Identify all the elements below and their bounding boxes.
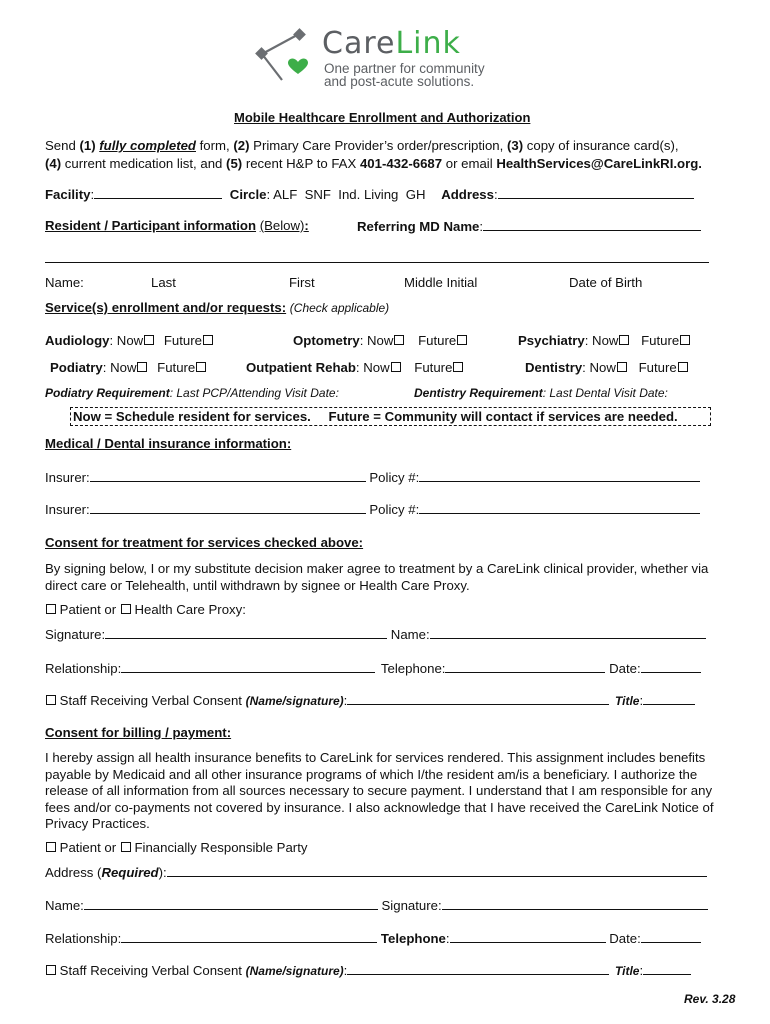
- billing-staff-title-field[interactable]: [643, 962, 691, 975]
- form-title: Mobile Healthcare Enrollment and Authorization: [234, 110, 531, 125]
- audiology-now-checkbox[interactable]: [144, 335, 154, 345]
- now-future-legend: [70, 407, 711, 426]
- referring-md-field[interactable]: [483, 218, 701, 231]
- treatment-patient-checkbox[interactable]: [46, 604, 56, 614]
- billing-text: I hereby assign all health insurance benefits to CareLink for services rendered. This assignment includes benefits payable by Medicaid and all other insurance programs of which I/the resident am/is a beneficiary. I authorize the release of all information from all sources necessary to secure payment. I understand that I am responsible for any fees and/or co-payments not covered by insurance. I also acknowledge that I have received the CareLink Notice of Privacy Practices.: [45, 750, 714, 831]
- billing-header: Consent for billing / payment:: [45, 725, 232, 740]
- policy-1-field[interactable]: [419, 469, 700, 482]
- middle-initial-label: Middle Initial: [404, 275, 478, 290]
- treatment-relationship-row: Relationship: Telephone: Date:: [45, 660, 701, 676]
- intro-line-2: (4) current medication list, and (5) recent H&P to FAX 401-432-6687 or email HealthServices@CareLinkRI.org.: [45, 156, 702, 171]
- billing-relationship-row: Relationship: Telephone: Date:: [45, 930, 701, 946]
- billing-name-field[interactable]: [84, 897, 378, 910]
- logo-tagline-1: One partner for community: [324, 61, 485, 76]
- billing-staff-field[interactable]: [347, 962, 609, 975]
- services-header: Service(s) enrollment and/or requests: (Check applicable): [45, 300, 390, 315]
- billing-party-row: Patient or Financially Responsible Party: [45, 840, 307, 855]
- insurance-header: Medical / Dental insurance information:: [45, 436, 292, 451]
- treatment-staff-title-field[interactable]: [643, 692, 695, 705]
- carelink-logo: [252, 28, 522, 92]
- service-podiatry: Podiatry: Now Future: [50, 360, 206, 375]
- facility-field[interactable]: [94, 186, 222, 199]
- dob-label: Date of Birth: [569, 275, 643, 290]
- dentistry-requirement: Dentistry Requirement: Last Dental Visit Date:: [414, 386, 668, 400]
- service-dentistry: Dentistry: Now Future: [525, 360, 688, 375]
- first-label: First: [289, 275, 315, 290]
- optometry-future-checkbox[interactable]: [457, 335, 467, 345]
- consent-treatment-header: Consent for treatment for services checked above:: [45, 535, 364, 550]
- psychiatry-now-checkbox[interactable]: [619, 335, 629, 345]
- treatment-staff-row: Staff Receiving Verbal Consent (Name/signature): Title:: [45, 692, 695, 708]
- logo-tagline-2: and post-acute solutions.: [324, 74, 475, 89]
- service-audiology: Audiology: Now Future: [45, 333, 213, 348]
- consent-treatment-text: By signing below, I or my substitute decision maker agree to treatment by a CareLink clinical provider, whether via direct care or Telehealth, until withdrawn by signee or Health Care Proxy.: [45, 561, 709, 593]
- outpatient-now-checkbox[interactable]: [391, 362, 401, 372]
- dentistry-future-checkbox[interactable]: [678, 362, 688, 372]
- resident-row: Resident / Participant information (Below):: [45, 218, 309, 233]
- facility-address-field[interactable]: [498, 186, 694, 199]
- billing-staff-checkbox[interactable]: [46, 965, 56, 975]
- treatment-telephone-field[interactable]: [445, 660, 605, 673]
- podiatry-now-checkbox[interactable]: [137, 362, 147, 372]
- legend-future: Future = Community will contact if services are needed.: [328, 409, 678, 424]
- billing-address-field[interactable]: [167, 864, 707, 877]
- revision-label: Rev. 3.28: [684, 992, 736, 1006]
- treatment-signature-row: Signature: Name:: [45, 626, 706, 642]
- legend-now: Now = Schedule resident for services.: [73, 409, 311, 424]
- treatment-consenter-row: Patient or Health Care Proxy:: [45, 602, 246, 617]
- billing-signature-field[interactable]: [442, 897, 708, 910]
- referring-md-row: Referring MD Name:: [357, 218, 701, 234]
- logo-brand-link: Link: [395, 26, 461, 61]
- insurer-row-1: Insurer: Policy #:: [45, 469, 700, 485]
- billing-date-field[interactable]: [641, 930, 701, 943]
- insurer-1-field[interactable]: [90, 469, 366, 482]
- billing-financial-checkbox[interactable]: [121, 842, 131, 852]
- logo-brand-care: Care: [322, 26, 396, 61]
- name-label: Name:: [45, 275, 84, 290]
- insurer-2-field[interactable]: [90, 501, 366, 514]
- treatment-staff-checkbox[interactable]: [46, 695, 56, 705]
- resident-name-line[interactable]: [45, 262, 709, 263]
- service-psychiatry: Psychiatry: Now Future: [518, 333, 690, 348]
- carelink-logo-mark-icon: [252, 28, 324, 88]
- service-outpatient-rehab: Outpatient Rehab: Now Future: [246, 360, 463, 375]
- billing-relationship-field[interactable]: [121, 930, 377, 943]
- treatment-hcp-checkbox[interactable]: [121, 604, 131, 614]
- treatment-date-field[interactable]: [641, 660, 701, 673]
- podiatry-future-checkbox[interactable]: [196, 362, 206, 372]
- dentistry-now-checkbox[interactable]: [617, 362, 627, 372]
- audiology-future-checkbox[interactable]: [203, 335, 213, 345]
- intro-line-1: Send (1) fully completed form, (2) Primary Care Provider’s order/prescription, (3) copy of insurance card(s),: [45, 138, 679, 153]
- billing-patient-checkbox[interactable]: [46, 842, 56, 852]
- billing-name-row: Name: Signature:: [45, 897, 708, 913]
- policy-2-field[interactable]: [419, 501, 700, 514]
- treatment-name-field[interactable]: [430, 626, 706, 639]
- facility-row: Facility: Circle: ALF SNF Ind. Living GH Address:: [45, 186, 694, 202]
- optometry-now-checkbox[interactable]: [394, 335, 404, 345]
- treatment-staff-field[interactable]: [347, 692, 609, 705]
- psychiatry-future-checkbox[interactable]: [680, 335, 690, 345]
- insurer-row-2: Insurer: Policy #:: [45, 501, 700, 517]
- outpatient-future-checkbox[interactable]: [453, 362, 463, 372]
- billing-address-row: Address (Required):: [45, 864, 707, 880]
- last-label: Last: [151, 275, 176, 290]
- billing-telephone-field[interactable]: [450, 930, 606, 943]
- service-optometry: Optometry: Now Future: [293, 333, 467, 348]
- circle-options[interactable]: ALF SNF Ind. Living GH: [273, 187, 426, 202]
- podiatry-requirement: Podiatry Requirement: Last PCP/Attending Visit Date:: [45, 386, 339, 400]
- treatment-relationship-field[interactable]: [121, 660, 375, 673]
- billing-staff-row: Staff Receiving Verbal Consent (Name/signature): Title:: [45, 962, 691, 978]
- treatment-signature-field[interactable]: [105, 626, 387, 639]
